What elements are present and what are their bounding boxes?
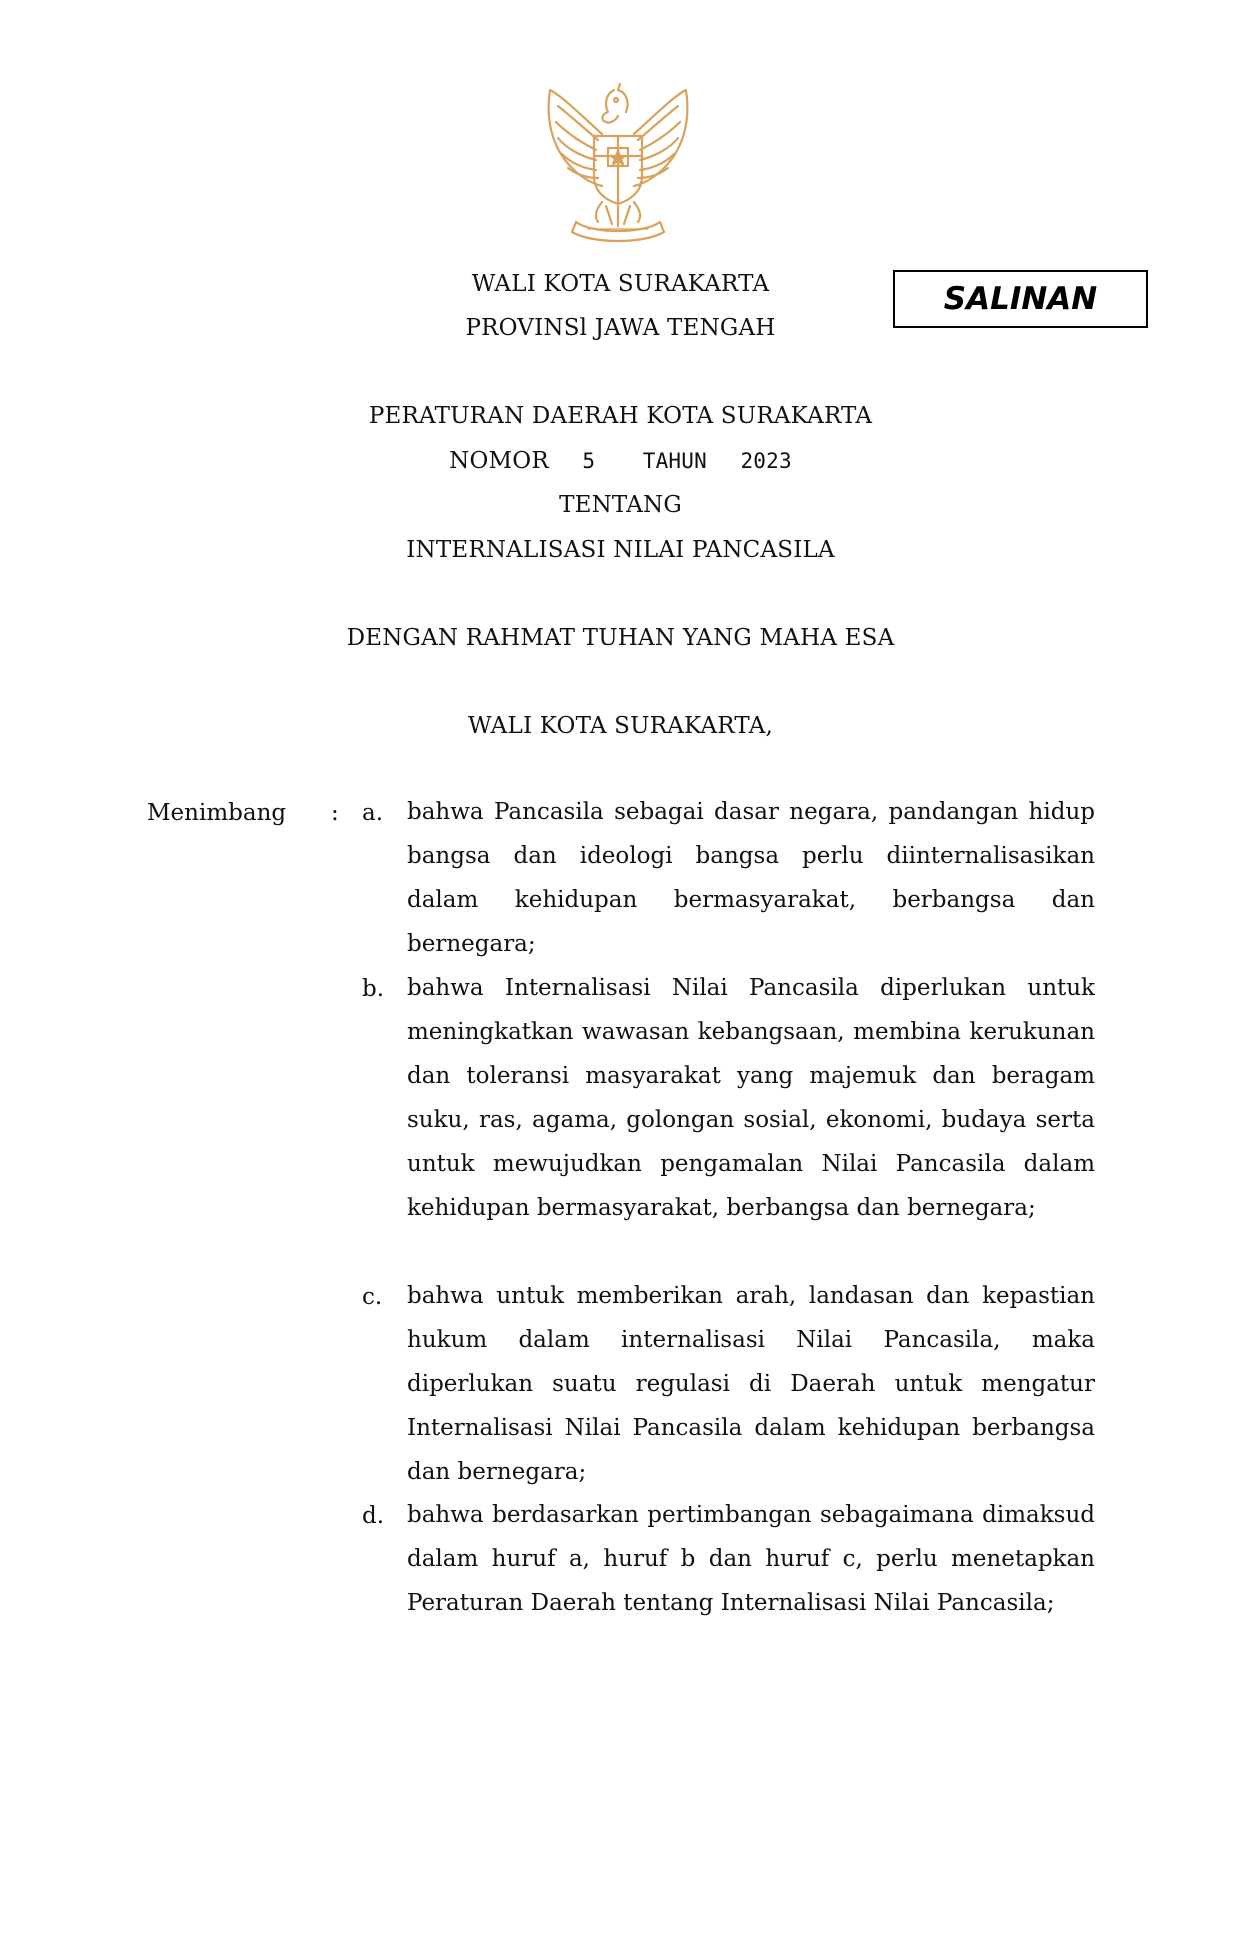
consideration-letter-b: b. [362,976,385,1002]
consideration-item-a: bahwa Pancasila sebagai dasar negara, pandangan hidup bangsa dan ideologi bangsa perlu diinternalisasikan dalam kehidupan bermasyarakat, berbangsa dan bernegara; [407,799,1095,957]
consideration-item-b: bahwa Internalisasi Nilai Pancasila diperlukan untuk meningkatkan wawasan kebangsaan, membina kerukunan dan toleransi masyarakat yang majemuk dan beragam suku, ras, agama, golongan sosial, ekonomi, budaya serta untuk mewujudkan pengamalan Nilai Pancasila dalam kehidupan bermasyarakat, berbangsa dan bernegara; [407,975,1095,1221]
issuer-line-1: WALI KOTA SURAKARTA [471,271,770,297]
tentang-heading: TENTANG [559,492,682,518]
menimbang-colon: : [331,800,339,826]
nomor-value: 5 [582,449,596,473]
tahun-value: 2023 [740,449,792,473]
regulation-subject: INTERNALISASI NILAI PANCASILA [406,537,835,563]
regulation-title: PERATURAN DAERAH KOTA SURAKARTA [368,403,873,429]
nomor-label: NOMOR [449,448,549,474]
garuda-emblem-icon [532,76,704,244]
blessing-line: DENGAN RAHMAT TUHAN YANG MAHA ESA [346,625,895,651]
consideration-item-c: bahwa untuk memberikan arah, landasan dan kepastian hukum dalam internalisasi Nilai Pancasila, maka diperlukan suatu regulasi di Daerah untuk mengatur Internalisasi Nilai Pancasila dalam kehidupan berbangsa dan bernegara; [407,1283,1095,1485]
consideration-item-d: bahwa berdasarkan pertimbangan sebagaimana dimaksud dalam huruf a, huruf b dan huruf c, perlu menetapkan Peraturan Daerah tentang Internalisasi Nilai Pancasila; [407,1502,1095,1616]
salinan-stamp: SALINAN [893,270,1148,328]
consideration-letter-c: c. [362,1284,383,1310]
issuer-line-2: PROVINSl JAWA TENGAH [465,315,776,341]
speaker-line: WALI KOTA SURAKARTA, [467,713,774,739]
consideration-letter-a: a. [362,800,384,826]
regulation-number-line [0,448,1241,474]
tahun-label: TAHUN [642,449,707,473]
menimbang-label: Menimbang [147,800,287,826]
consideration-letter-d: d. [362,1503,385,1529]
